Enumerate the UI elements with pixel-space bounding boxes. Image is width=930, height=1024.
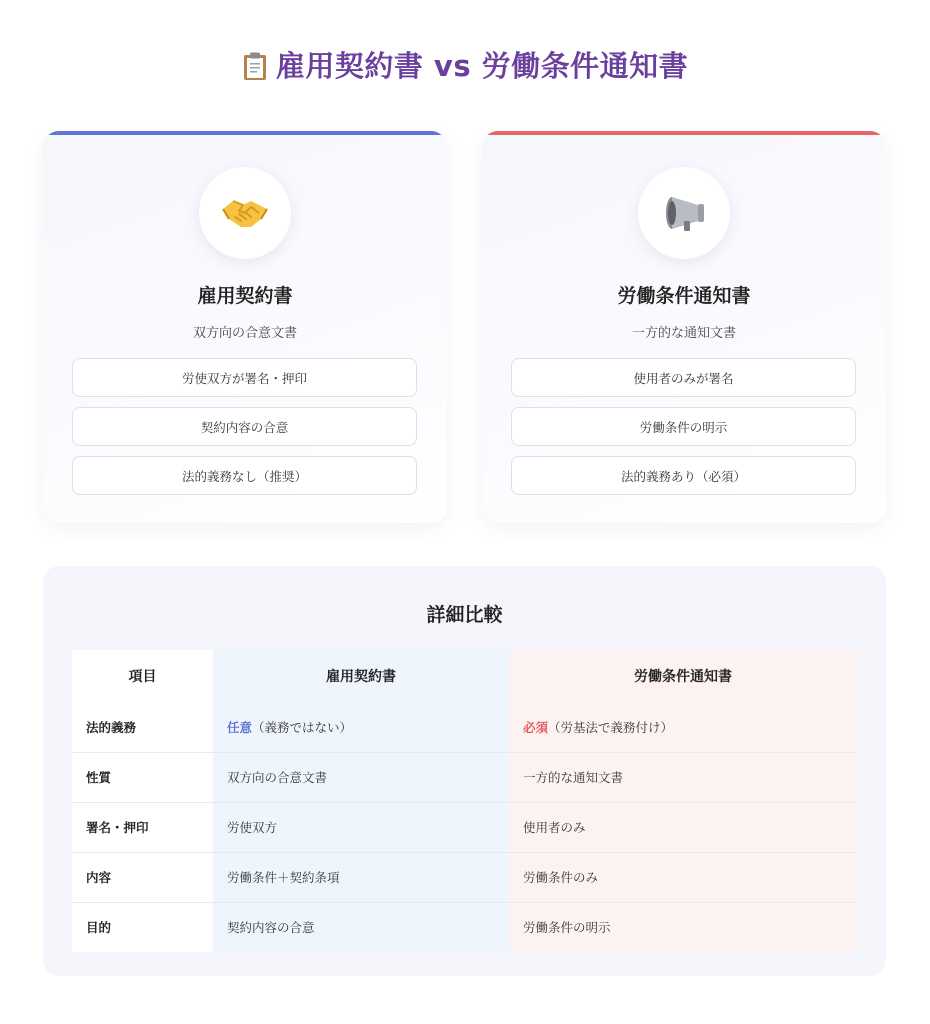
row-item-label: 法的義務 <box>72 702 213 752</box>
emphasis-optional: 任意 <box>227 719 253 735</box>
feature-item: 契約内容の合意 <box>72 407 417 446</box>
megaphone-icon-circle <box>638 167 730 259</box>
cell-employment-contract: 双方向の合意文書 <box>213 752 509 802</box>
card-subtitle: 双方向の合意文書 <box>192 326 297 341</box>
cell-working-conditions-notice: 使用者のみ <box>509 802 857 852</box>
page-title-text: 雇用契約書 vs 労働条件通知書 <box>275 49 689 83</box>
clipboard-icon <box>242 51 268 81</box>
card-accent-bar <box>482 131 886 135</box>
cell-working-conditions-notice: 労働条件の明示 <box>509 902 857 952</box>
card-subtitle: 一方的な通知文書 <box>631 326 736 341</box>
card-title: 労働条件通知書 <box>617 285 751 307</box>
header-employment-contract: 雇用契約書 <box>213 650 509 702</box>
cell-text: （労基法で義務付け） <box>548 719 674 735</box>
cell-employment-contract: 労使双方 <box>213 802 509 852</box>
comparison-section <box>43 566 886 976</box>
table-row <box>72 902 857 952</box>
header-working-conditions-notice: 労働条件通知書 <box>509 650 857 702</box>
feature-item: 法的義務なし（推奨） <box>72 456 417 495</box>
comparison-title: 詳細比較 <box>426 604 503 626</box>
header-item: 項目 <box>72 650 213 702</box>
row-item-label: 性質 <box>72 752 213 802</box>
table-header-row <box>72 650 857 702</box>
emphasis-required: 必須 <box>523 719 549 735</box>
feature-item: 労使双方が署名・押印 <box>72 358 417 397</box>
cell-working-conditions-notice <box>509 702 857 752</box>
table-row <box>72 802 857 852</box>
comparison-table <box>72 650 857 952</box>
feature-item: 使用者のみが署名 <box>511 358 856 397</box>
cell-working-conditions-notice: 一方的な通知文書 <box>509 752 857 802</box>
working-conditions-notice-card <box>482 131 886 523</box>
cell-text: （義務ではない） <box>252 719 353 735</box>
handshake-icon <box>221 193 269 233</box>
row-item-label: 署名・押印 <box>72 802 213 852</box>
row-item-label: 内容 <box>72 852 213 902</box>
employment-contract-card <box>43 131 447 523</box>
table-row <box>72 852 857 902</box>
cell-working-conditions-notice: 労働条件のみ <box>509 852 857 902</box>
card-accent-bar <box>43 131 447 135</box>
cell-employment-contract: 労働条件＋契約条項 <box>213 852 509 902</box>
cell-employment-contract <box>213 702 509 752</box>
table-row <box>72 702 857 752</box>
row-item-label: 目的 <box>72 902 213 952</box>
table-row <box>72 752 857 802</box>
card-title: 雇用契約書 <box>197 285 293 307</box>
megaphone-icon <box>660 191 708 235</box>
feature-item: 労働条件の明示 <box>511 407 856 446</box>
cell-employment-contract: 契約内容の合意 <box>213 902 509 952</box>
feature-item: 法的義務あり（必須） <box>511 456 856 495</box>
handshake-icon-circle <box>199 167 291 259</box>
page-title <box>0 44 930 85</box>
